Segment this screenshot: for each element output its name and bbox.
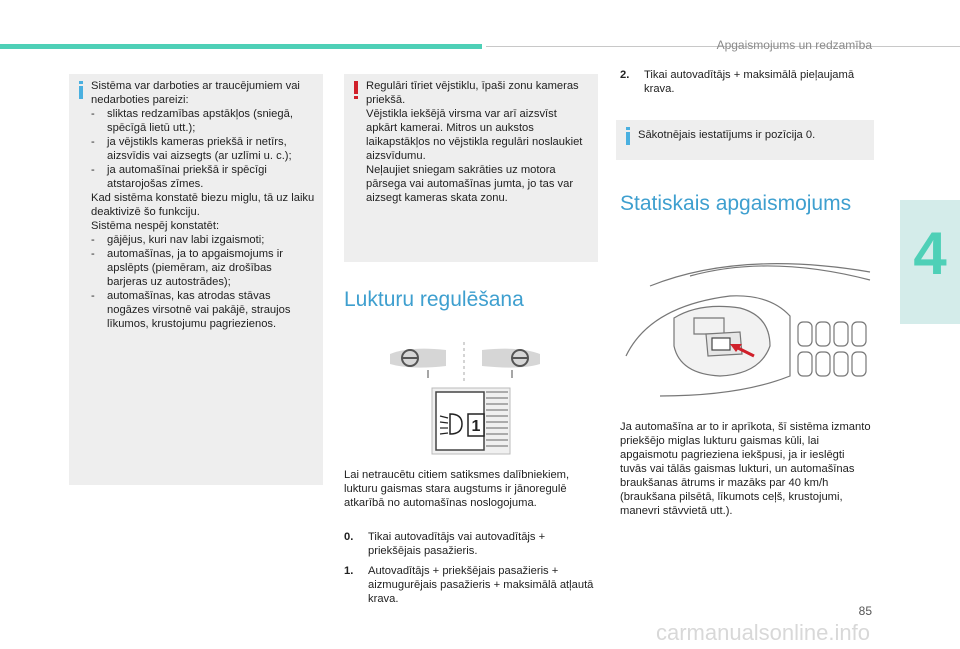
list-item: - automašīnas, ja to apgaismojums ir apslēpts (piemēram, aiz drošības barjeras uz autostrādes); xyxy=(91,248,283,288)
list-item: - automašīnas, kas atrodas stāvas nogāzes virsotnē vai pakājē, straujos līkumos, krustojumu pagriezienos. xyxy=(91,290,291,330)
list-item: - ja automašīnai priekšā ir spēcīgi atstarojošas zīmes. xyxy=(91,164,267,190)
info-mid: Kad sistēma konstatē biezu miglu, tā uz laiku deaktivizē šo funkciju. xyxy=(91,192,315,218)
adjust-wheel xyxy=(432,388,510,454)
note-box xyxy=(616,120,874,160)
list-item: 2. Tikai autovadītājs + maksimālā pieļaujamā krava. xyxy=(620,69,855,95)
list-item: - sliktas redzamības apstākļos (sniegā, spēcīgā lietū utt.); xyxy=(91,108,293,134)
info-icon xyxy=(626,127,630,145)
info-box xyxy=(69,74,323,485)
static-lighting-figure xyxy=(620,246,874,406)
list-item: 0. Tikai autovadītājs vai autovadītājs + priekšējais pasažieris. xyxy=(344,531,546,557)
fog-light-icon xyxy=(712,338,730,350)
info-intro: Sistēma var darboties ar traucējumiem vai nedarboties pareizi: xyxy=(91,80,300,106)
section-title: Apgaismojums un redzamība xyxy=(716,38,872,52)
load-positions-list xyxy=(344,530,598,612)
car-level-icon xyxy=(390,349,446,378)
static-lighting-title: Statiskais apgaismojums xyxy=(620,192,852,215)
chapter-number: 4 xyxy=(913,220,947,287)
load-positions-list-cont xyxy=(620,68,874,102)
headlamp-adjust-figure xyxy=(380,340,560,460)
headlamp-adjust-intro: Lai netraucētu citiem satiksmes dalībniekiem, lukturu gaismas stara augstums ir jānoregulē atkarībā no automašīnas noslogojuma. xyxy=(344,469,570,509)
warning-p3: Neļaujiet sniegam sakrāties uz motora pārsega vai automašīnas jumta, jo tas var aizsegt kameras skata zonu. xyxy=(366,164,574,204)
list-item: 1. Autovadītājs + priekšējais pasažieris + aizmugurējais pasažieris + maksimālā atļautā krava. xyxy=(344,565,594,605)
top-accent-bar xyxy=(0,44,482,49)
note-text: Sākotnējais iestatījums ir pozīcija 0. xyxy=(638,129,816,141)
static-lighting-text: Ja automašīna ar to ir aprīkota, šī sistēma izmanto priekšējo miglas lukturu gaismas kūli, lai apgaismotu pagrieziena iekšpusi, ja ir ieslēgti tuvās vai tālās gaismas lukturi, un automašīnas braukšanas ātrums ir mazāks par 40 km/h (braukšana pilsētā, līkumots ceļš, krustojumi, manevri stāvvietā utt.). xyxy=(620,421,871,517)
list-item: - gājējus, kuri nav labi izgaismoti; xyxy=(91,234,265,246)
warning-p1: Regulāri tīriet vējstiklu, īpaši zonu kameras priekšā. xyxy=(366,80,579,106)
warning-icon xyxy=(354,81,358,99)
info-icon xyxy=(79,81,83,99)
watermark: carmanualsonline.info xyxy=(655,620,870,645)
wheel-label: 1 xyxy=(471,418,481,435)
car-loaded-icon xyxy=(482,349,540,378)
headlamp-adjust-title: Lukturu regulēšana xyxy=(344,288,524,311)
page-number: 85 xyxy=(858,604,872,618)
list-item: - ja vējstikls kameras priekšā ir netīrs, aizsvīdis vai aizsegts (ar uzlīmi u. c.); xyxy=(91,136,292,162)
warning-box xyxy=(344,74,598,262)
warning-p2: Vējstikla iekšējā virsma var arī aizsvīst apkārt kamerai. Mitros un aukstos laikapstākļos no vējstikla regulāri noslaukiet aizsvīdumu. xyxy=(366,108,583,162)
info-intro2: Sistēma nespēj konstatēt: xyxy=(91,220,220,232)
